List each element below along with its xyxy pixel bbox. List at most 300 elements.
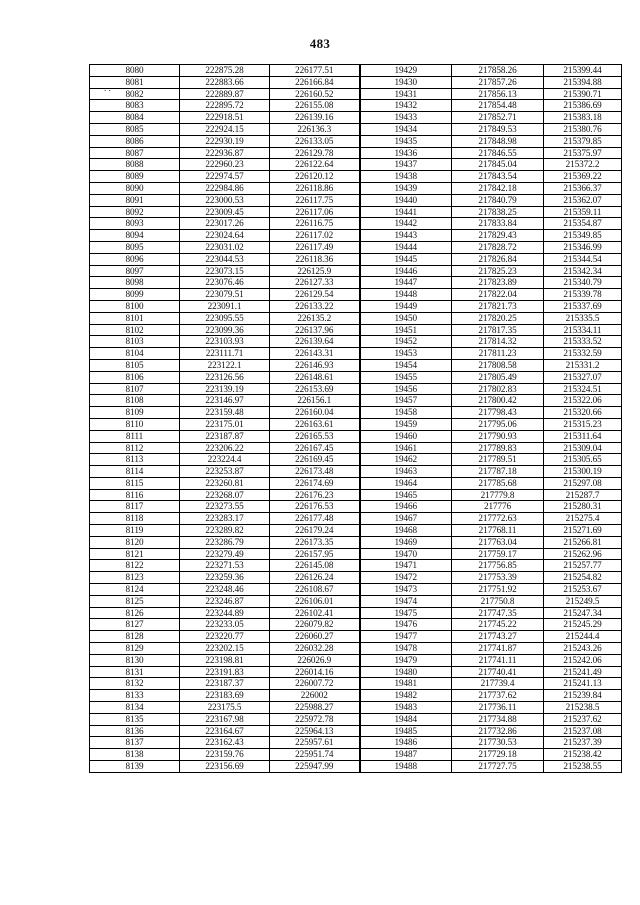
y-coord-left-cell: 226169.45 <box>270 454 360 466</box>
point-id-right-cell: 19434 <box>360 123 452 135</box>
table-row <box>90 643 622 655</box>
y-coord-left-cell: 226160.52 <box>270 88 360 100</box>
point-id-right-cell: 19474 <box>360 595 452 607</box>
point-id-right-cell: 19432 <box>360 100 452 112</box>
point-id-left-cell: 8111 <box>90 430 180 442</box>
point-id-right-cell: 19430 <box>360 76 452 88</box>
point-id-right-cell: 19463 <box>360 466 452 478</box>
x-coord-left-cell: 223175.01 <box>180 418 270 430</box>
x-coord-left-cell: 223187.87 <box>180 430 270 442</box>
y-coord-left-cell: 226129.78 <box>270 147 360 159</box>
y-coord-right-cell: 215334.11 <box>544 324 622 336</box>
point-id-left-cell: 8109 <box>90 407 180 419</box>
x-coord-right-cell: 217856.13 <box>452 88 544 100</box>
x-coord-left-cell: 223246.87 <box>180 595 270 607</box>
point-id-right-cell: 19443 <box>360 230 452 242</box>
point-id-left-cell: 8081 <box>90 76 180 88</box>
x-coord-left-cell: 223259.36 <box>180 572 270 584</box>
y-coord-right-cell: 215354.87 <box>544 218 622 230</box>
point-id-left-cell: 8112 <box>90 442 180 454</box>
point-id-right-cell: 19437 <box>360 159 452 171</box>
point-id-right-cell: 19438 <box>360 171 452 183</box>
table-row <box>90 218 622 230</box>
y-coord-left-cell: 225947.99 <box>270 761 360 773</box>
y-coord-right-cell: 215254.82 <box>544 572 622 584</box>
y-coord-right-cell: 215305.65 <box>544 454 622 466</box>
table-row <box>90 300 622 312</box>
x-coord-right-cell: 217743.27 <box>452 631 544 643</box>
point-id-right-cell: 19487 <box>360 749 452 761</box>
x-coord-left-cell: 223206.22 <box>180 442 270 454</box>
x-coord-left-cell: 223024.64 <box>180 230 270 242</box>
x-coord-right-cell: 217785.68 <box>452 477 544 489</box>
y-coord-left-cell: 226148.61 <box>270 371 360 383</box>
point-id-right-cell: 19484 <box>360 713 452 725</box>
x-coord-right-cell: 217740.41 <box>452 666 544 678</box>
point-id-right-cell: 19469 <box>360 536 452 548</box>
point-id-right-cell: 19450 <box>360 312 452 324</box>
table-row <box>90 666 622 678</box>
point-id-left-cell: 8128 <box>90 631 180 643</box>
y-coord-right-cell: 215238.42 <box>544 749 622 761</box>
x-coord-right-cell: 217729.18 <box>452 749 544 761</box>
point-id-right-cell: 19488 <box>360 761 452 773</box>
table-row <box>90 572 622 584</box>
x-coord-left-cell: 223099.36 <box>180 324 270 336</box>
table-row <box>90 725 622 737</box>
x-coord-left-cell: 223000.53 <box>180 194 270 206</box>
y-coord-right-cell: 215237.08 <box>544 725 622 737</box>
y-coord-left-cell: 226127.33 <box>270 277 360 289</box>
x-coord-right-cell: 217840.79 <box>452 194 544 206</box>
x-coord-right-cell: 217811.23 <box>452 348 544 360</box>
x-coord-left-cell: 223268.07 <box>180 489 270 501</box>
y-coord-left-cell: 226014.16 <box>270 666 360 678</box>
table-row <box>90 194 622 206</box>
point-id-right-cell: 19454 <box>360 359 452 371</box>
y-coord-left-cell: 225972.78 <box>270 713 360 725</box>
y-coord-right-cell: 215359.11 <box>544 206 622 218</box>
y-coord-left-cell: 226117.75 <box>270 194 360 206</box>
x-coord-right-cell: 217779.8 <box>452 489 544 501</box>
point-id-right-cell: 19455 <box>360 371 452 383</box>
x-coord-left-cell: 222918.51 <box>180 112 270 124</box>
x-coord-right-cell: 217727.75 <box>452 761 544 773</box>
x-coord-right-cell: 217730.53 <box>452 737 544 749</box>
point-id-right-cell: 19477 <box>360 631 452 643</box>
x-coord-left-cell: 222974.57 <box>180 171 270 183</box>
point-id-right-cell: 19449 <box>360 300 452 312</box>
x-coord-right-cell: 217842.18 <box>452 182 544 194</box>
y-coord-right-cell: 215239.84 <box>544 690 622 702</box>
table-row <box>90 100 622 112</box>
y-coord-left-cell: 225951.74 <box>270 749 360 761</box>
point-id-left-cell: 8098 <box>90 277 180 289</box>
y-coord-left-cell: 226126.24 <box>270 572 360 584</box>
x-coord-right-cell: 217790.93 <box>452 430 544 442</box>
x-coord-right-cell: 217741.11 <box>452 654 544 666</box>
y-coord-left-cell: 226160.04 <box>270 407 360 419</box>
point-id-left-cell: 8129 <box>90 643 180 655</box>
y-coord-right-cell: 215369.22 <box>544 171 622 183</box>
y-coord-right-cell: 215327.07 <box>544 371 622 383</box>
y-coord-right-cell: 215366.37 <box>544 182 622 194</box>
point-id-left-cell: 8132 <box>90 678 180 690</box>
point-id-left-cell: 8126 <box>90 607 180 619</box>
x-coord-left-cell: 223286.79 <box>180 536 270 548</box>
x-coord-left-cell: 222984.86 <box>180 182 270 194</box>
point-id-left-cell: 8090 <box>90 182 180 194</box>
table-row <box>90 159 622 171</box>
point-id-right-cell: 19473 <box>360 584 452 596</box>
table-row <box>90 560 622 572</box>
table-row <box>90 690 622 702</box>
point-id-left-cell: 8124 <box>90 584 180 596</box>
y-coord-right-cell: 215280.31 <box>544 501 622 513</box>
point-id-left-cell: 8092 <box>90 206 180 218</box>
y-coord-right-cell: 215383.18 <box>544 112 622 124</box>
table-row <box>90 359 622 371</box>
table-row <box>90 631 622 643</box>
table-row <box>90 230 622 242</box>
point-id-left-cell: 8108 <box>90 395 180 407</box>
point-id-left-cell: 8095 <box>90 241 180 253</box>
y-coord-right-cell: 215322.06 <box>544 395 622 407</box>
y-coord-right-cell: 215339.78 <box>544 289 622 301</box>
y-coord-left-cell: 225957.61 <box>270 737 360 749</box>
x-coord-left-cell: 223073.15 <box>180 265 270 277</box>
y-coord-left-cell: 226176.53 <box>270 501 360 513</box>
x-coord-left-cell: 223156.69 <box>180 761 270 773</box>
point-id-right-cell: 19439 <box>360 182 452 194</box>
y-coord-left-cell: 226129.54 <box>270 289 360 301</box>
x-coord-left-cell: 223095.55 <box>180 312 270 324</box>
x-coord-right-cell: 217814.32 <box>452 336 544 348</box>
table-row <box>90 489 622 501</box>
x-coord-right-cell: 217821.73 <box>452 300 544 312</box>
x-coord-left-cell: 223167.98 <box>180 713 270 725</box>
x-coord-right-cell: 217787.18 <box>452 466 544 478</box>
point-id-left-cell: 8121 <box>90 548 180 560</box>
x-coord-left-cell: 223191.83 <box>180 666 270 678</box>
x-coord-right-cell: 217838.25 <box>452 206 544 218</box>
point-id-right-cell: 19467 <box>360 513 452 525</box>
x-coord-left-cell: 223224.4 <box>180 454 270 466</box>
y-coord-left-cell: 226026.9 <box>270 654 360 666</box>
table-row <box>90 65 622 77</box>
point-id-left-cell: 8114 <box>90 466 180 478</box>
x-coord-right-cell: 217817.35 <box>452 324 544 336</box>
point-id-left-cell: 8138 <box>90 749 180 761</box>
table-row <box>90 525 622 537</box>
point-id-right-cell: 19476 <box>360 619 452 631</box>
y-coord-left-cell: 226137.96 <box>270 324 360 336</box>
y-coord-right-cell: 215324.51 <box>544 383 622 395</box>
point-id-right-cell: 19486 <box>360 737 452 749</box>
table-row <box>90 513 622 525</box>
y-coord-left-cell: 226157.95 <box>270 548 360 560</box>
point-id-left-cell: 8125 <box>90 595 180 607</box>
y-coord-right-cell: 215241.13 <box>544 678 622 690</box>
x-coord-right-cell: 217854.48 <box>452 100 544 112</box>
x-coord-right-cell: 217759.17 <box>452 548 544 560</box>
point-id-left-cell: 8139 <box>90 761 180 773</box>
x-coord-right-cell: 217833.84 <box>452 218 544 230</box>
x-coord-right-cell: 217741.87 <box>452 643 544 655</box>
point-id-right-cell: 19447 <box>360 277 452 289</box>
point-id-left-cell: 8122 <box>90 560 180 572</box>
y-coord-left-cell: 226116.75 <box>270 218 360 230</box>
point-id-left-cell: 8096 <box>90 253 180 265</box>
y-coord-left-cell: 226177.48 <box>270 513 360 525</box>
y-coord-right-cell: 215340.79 <box>544 277 622 289</box>
y-coord-right-cell: 215245.29 <box>544 619 622 631</box>
x-coord-left-cell: 223202.15 <box>180 643 270 655</box>
table-row <box>90 678 622 690</box>
y-coord-right-cell: 215238.55 <box>544 761 622 773</box>
table-row <box>90 324 622 336</box>
x-coord-left-cell: 223139.19 <box>180 383 270 395</box>
y-coord-left-cell: 226125.9 <box>270 265 360 277</box>
y-coord-left-cell: 226133.05 <box>270 135 360 147</box>
point-id-right-cell: 19448 <box>360 289 452 301</box>
y-coord-left-cell: 225964.13 <box>270 725 360 737</box>
x-coord-right-cell: 217826.84 <box>452 253 544 265</box>
y-coord-right-cell: 215297.08 <box>544 477 622 489</box>
y-coord-right-cell: 215337.69 <box>544 300 622 312</box>
point-id-right-cell: 19483 <box>360 702 452 714</box>
x-coord-right-cell: 217739.4 <box>452 678 544 690</box>
x-coord-right-cell: 217825.23 <box>452 265 544 277</box>
y-coord-right-cell: 215399.44 <box>544 65 622 77</box>
y-coord-left-cell: 226139.64 <box>270 336 360 348</box>
x-coord-left-cell: 223253.87 <box>180 466 270 478</box>
x-coord-left-cell: 222883.66 <box>180 76 270 88</box>
x-coord-left-cell: 223009.45 <box>180 206 270 218</box>
x-coord-left-cell: 223283.17 <box>180 513 270 525</box>
y-coord-right-cell: 215333.52 <box>544 336 622 348</box>
y-coord-left-cell: 226167.45 <box>270 442 360 454</box>
x-coord-right-cell: 217737.62 <box>452 690 544 702</box>
x-coord-right-cell: 217763.04 <box>452 536 544 548</box>
y-coord-left-cell: 226060.27 <box>270 631 360 643</box>
x-coord-right-cell: 217823.89 <box>452 277 544 289</box>
y-coord-left-cell: 226173.48 <box>270 466 360 478</box>
x-coord-left-cell: 223244.89 <box>180 607 270 619</box>
point-id-right-cell: 19452 <box>360 336 452 348</box>
y-coord-left-cell: 226145.08 <box>270 560 360 572</box>
table-row <box>90 619 622 631</box>
x-coord-left-cell: 223159.48 <box>180 407 270 419</box>
table-row <box>90 737 622 749</box>
point-id-left-cell: 8116 <box>90 489 180 501</box>
margin-mark: . . <box>104 83 111 93</box>
x-coord-right-cell: 217756.85 <box>452 560 544 572</box>
point-id-right-cell: 19457 <box>360 395 452 407</box>
x-coord-right-cell: 217802.83 <box>452 383 544 395</box>
point-id-right-cell: 19481 <box>360 678 452 690</box>
table-row <box>90 76 622 88</box>
point-id-left-cell: 8137 <box>90 737 180 749</box>
point-id-right-cell: 19480 <box>360 666 452 678</box>
x-coord-left-cell: 223031.02 <box>180 241 270 253</box>
point-id-left-cell: 8083 <box>90 100 180 112</box>
x-coord-right-cell: 217858.26 <box>452 65 544 77</box>
x-coord-right-cell: 217798.43 <box>452 407 544 419</box>
table-row <box>90 395 622 407</box>
y-coord-left-cell: 226156.1 <box>270 395 360 407</box>
y-coord-right-cell: 215386.69 <box>544 100 622 112</box>
point-id-left-cell: 8091 <box>90 194 180 206</box>
x-coord-left-cell: 222889.87 <box>180 88 270 100</box>
x-coord-right-cell: 217846.55 <box>452 147 544 159</box>
table-row <box>90 147 622 159</box>
y-coord-right-cell: 215346.99 <box>544 241 622 253</box>
point-id-right-cell: 19470 <box>360 548 452 560</box>
x-coord-right-cell: 217789.83 <box>452 442 544 454</box>
y-coord-right-cell: 215253.67 <box>544 584 622 596</box>
table-row <box>90 749 622 761</box>
y-coord-right-cell: 215372.2 <box>544 159 622 171</box>
y-coord-right-cell: 215344.54 <box>544 253 622 265</box>
y-coord-right-cell: 215331.2 <box>544 359 622 371</box>
y-coord-right-cell: 215275.4 <box>544 513 622 525</box>
y-coord-right-cell: 215244.4 <box>544 631 622 643</box>
x-coord-left-cell: 223233.05 <box>180 619 270 631</box>
x-coord-right-cell: 217745.22 <box>452 619 544 631</box>
table-row <box>90 312 622 324</box>
y-coord-left-cell: 226133.22 <box>270 300 360 312</box>
table-row <box>90 253 622 265</box>
point-id-left-cell: 8084 <box>90 112 180 124</box>
point-id-left-cell: 8134 <box>90 702 180 714</box>
x-coord-right-cell: 217828.72 <box>452 241 544 253</box>
x-coord-left-cell: 222895.72 <box>180 100 270 112</box>
y-coord-right-cell: 215243.26 <box>544 643 622 655</box>
point-id-left-cell: 8093 <box>90 218 180 230</box>
point-id-right-cell: 19475 <box>360 607 452 619</box>
y-coord-right-cell: 215247.34 <box>544 607 622 619</box>
y-coord-left-cell: 226102.41 <box>270 607 360 619</box>
x-coord-right-cell: 217747.35 <box>452 607 544 619</box>
x-coord-left-cell: 223044.53 <box>180 253 270 265</box>
x-coord-left-cell: 223146.97 <box>180 395 270 407</box>
table-row <box>90 477 622 489</box>
point-id-left-cell: 8130 <box>90 654 180 666</box>
table-row <box>90 466 622 478</box>
table-row <box>90 265 622 277</box>
x-coord-left-cell: 223279.49 <box>180 548 270 560</box>
x-coord-right-cell: 217805.49 <box>452 371 544 383</box>
y-coord-right-cell: 215287.7 <box>544 489 622 501</box>
x-coord-right-cell: 217820.25 <box>452 312 544 324</box>
table-row <box>90 135 622 147</box>
y-coord-left-cell: 226118.86 <box>270 182 360 194</box>
y-coord-right-cell: 215349.85 <box>544 230 622 242</box>
point-id-left-cell: 8107 <box>90 383 180 395</box>
x-coord-right-cell: 217772.63 <box>452 513 544 525</box>
y-coord-left-cell: 226136.3 <box>270 123 360 135</box>
x-coord-left-cell: 222960.23 <box>180 159 270 171</box>
x-coord-right-cell: 217734.88 <box>452 713 544 725</box>
point-id-right-cell: 19442 <box>360 218 452 230</box>
y-coord-left-cell: 226139.16 <box>270 112 360 124</box>
table-row <box>90 454 622 466</box>
point-id-left-cell: 8106 <box>90 371 180 383</box>
point-id-right-cell: 19482 <box>360 690 452 702</box>
y-coord-left-cell: 226108.67 <box>270 584 360 596</box>
x-coord-right-cell: 217736.11 <box>452 702 544 714</box>
table-row <box>90 371 622 383</box>
y-coord-right-cell: 215320.66 <box>544 407 622 419</box>
table-row <box>90 112 622 124</box>
point-id-left-cell: 8103 <box>90 336 180 348</box>
point-id-left-cell: 8104 <box>90 348 180 360</box>
point-id-left-cell: 8105 <box>90 359 180 371</box>
x-coord-right-cell: 217776 <box>452 501 544 513</box>
table-row <box>90 241 622 253</box>
x-coord-left-cell: 223164.67 <box>180 725 270 737</box>
point-id-right-cell: 19468 <box>360 525 452 537</box>
x-coord-right-cell: 217751.92 <box>452 584 544 596</box>
point-id-right-cell: 19479 <box>360 654 452 666</box>
point-id-left-cell: 8119 <box>90 525 180 537</box>
point-id-right-cell: 19478 <box>360 643 452 655</box>
x-coord-left-cell: 223159.76 <box>180 749 270 761</box>
table-row <box>90 595 622 607</box>
x-coord-left-cell: 223289.82 <box>180 525 270 537</box>
table-row <box>90 702 622 714</box>
y-coord-right-cell: 215249.5 <box>544 595 622 607</box>
point-id-right-cell: 19435 <box>360 135 452 147</box>
x-coord-left-cell: 223187.37 <box>180 678 270 690</box>
y-coord-right-cell: 215300.19 <box>544 466 622 478</box>
point-id-right-cell: 19429 <box>360 65 452 77</box>
point-id-left-cell: 8080 <box>90 65 180 77</box>
y-coord-left-cell: 226143.31 <box>270 348 360 360</box>
x-coord-right-cell: 217849.53 <box>452 123 544 135</box>
table-row <box>90 289 622 301</box>
y-coord-left-cell: 226155.08 <box>270 100 360 112</box>
point-id-left-cell: 8100 <box>90 300 180 312</box>
point-id-left-cell: 8085 <box>90 123 180 135</box>
point-id-left-cell: 8086 <box>90 135 180 147</box>
point-id-right-cell: 19485 <box>360 725 452 737</box>
x-coord-left-cell: 223198.81 <box>180 654 270 666</box>
x-coord-right-cell: 217800.42 <box>452 395 544 407</box>
y-coord-left-cell: 226166.84 <box>270 76 360 88</box>
y-coord-right-cell: 215266.81 <box>544 536 622 548</box>
y-coord-left-cell: 226120.12 <box>270 171 360 183</box>
y-coord-left-cell: 226002 <box>270 690 360 702</box>
point-id-left-cell: 8123 <box>90 572 180 584</box>
point-id-right-cell: 19445 <box>360 253 452 265</box>
y-coord-left-cell: 226135.2 <box>270 312 360 324</box>
x-coord-right-cell: 217732.86 <box>452 725 544 737</box>
table-row <box>90 654 622 666</box>
y-coord-right-cell: 215262.96 <box>544 548 622 560</box>
page-number: 483 <box>309 36 331 51</box>
x-coord-left-cell: 223076.46 <box>180 277 270 289</box>
point-id-right-cell: 19466 <box>360 501 452 513</box>
x-coord-right-cell: 217808.58 <box>452 359 544 371</box>
point-id-right-cell: 19436 <box>360 147 452 159</box>
point-id-left-cell: 8102 <box>90 324 180 336</box>
x-coord-right-cell: 217852.71 <box>452 112 544 124</box>
coordinates-table <box>89 64 622 773</box>
table-row <box>90 430 622 442</box>
point-id-right-cell: 19464 <box>360 477 452 489</box>
